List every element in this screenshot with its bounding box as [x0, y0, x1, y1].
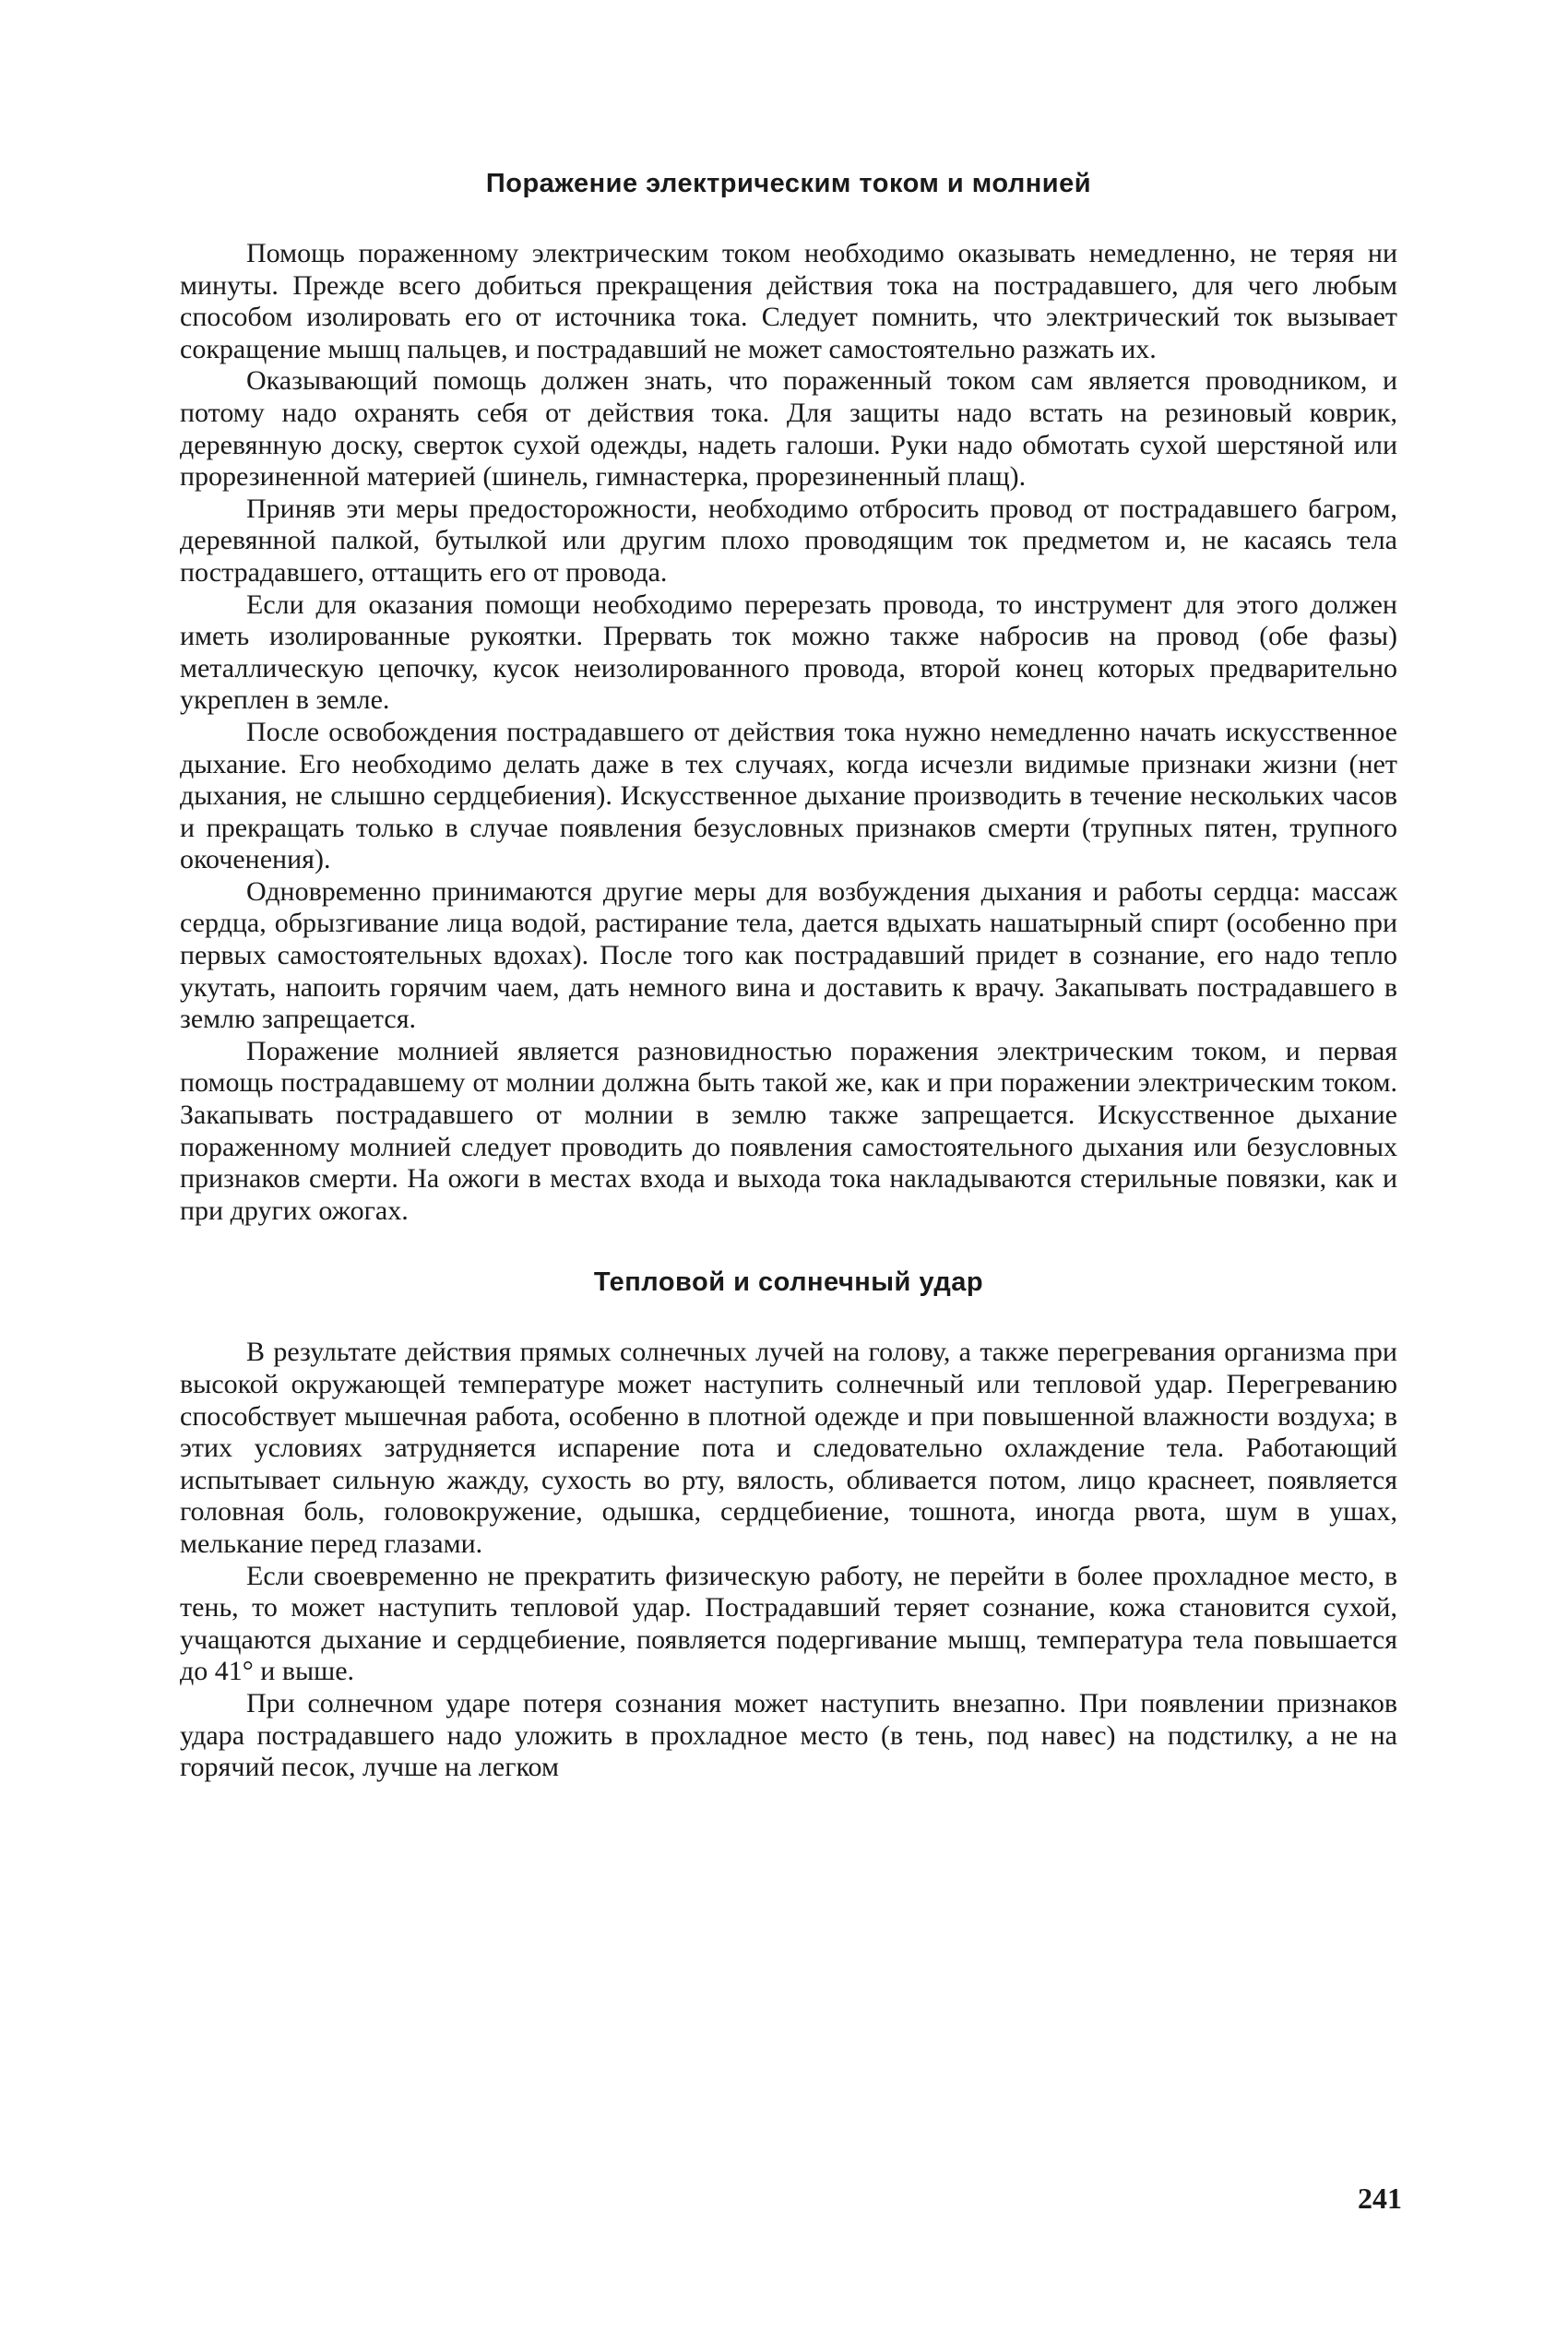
page-body: [180, 161, 1397, 1784]
page-number: 241: [1358, 2182, 1402, 2215]
section-heat-stroke-text: [180, 1337, 1397, 1783]
paragraph: При солнечном ударе потеря сознания может наступить внезапно. При появлении признаков удара пострадавшего надо уложить в прохладное место (в тень, под навес) на подстилку, а не на горячий песок, лучше на легком: [180, 1687, 1397, 1783]
paragraph: В результате действия прямых солнечных лучей на голову, а также перегревания организма при высокой окружающей температуре может наступить солнечный или тепловой удар. Перегреванию способствует мышечная работа, особенно в плотной одежде и при повышенной влажности воздуха; в этих условиях затрудняется испарение пота и следовательно охлаждение тела. Работающий испытывает сильную жажду, сухость во рту, вялость, обливается потом, лицо краснеет, появляется головная боль, головокружение, одышка, сердцебиение, тошнота, иногда рвота, шум в ушах, мелькание перед глазами.: [180, 1337, 1397, 1559]
section-title-electric-shock: Поражение электрическим током и молнией: [485, 169, 1092, 198]
section-electric-shock-text: [180, 238, 1397, 1227]
paragraph: Приняв эти меры предосторожности, необходимо отбросить провод от пострадавшего багром, деревянной палкой, бутылкой или другим плохо проводящим ток предметом и, не касаясь тела пострадавшего, оттащить его от провода.: [180, 493, 1397, 588]
paragraph: После освобождения пострадавшего от действия тока нужно немедленно начать искусственное дыхание. Его необходимо делать даже в тех случаях, когда исчезли видимые признаки жизни (нет дыхания, не слышно сердцебиения). Искусственное дыхание производить в течение нескольких часов и прекращать только в случае появления безусловных признаков смерти (трупных пятен, трупного окоченения).: [180, 716, 1397, 875]
section-title-heat-stroke: Тепловой и солнечный удар: [593, 1267, 984, 1298]
paragraph: Если для оказания помощи необходимо перерезать провода, то инструмент для этого должен иметь изолированные рукоятки. Прервать ток можно также набросив на провод (обе фазы) металлическую цепочку, кусок неизолированного провода, второй конец которых предварительно укреплен в земле.: [180, 589, 1397, 716]
paragraph: Помощь пораженному электрическим током необходимо оказывать немедленно, не теряя ни минуты. Прежде всего добиться прекращения действия тока на пострадавшего, для чего любым способом изолировать его от источника тока. Следует помнить, что электрический ток вызывает сокращение мышц пальцев, и пострадавший не может самостоятельно разжать их.: [180, 238, 1397, 364]
paragraph: Если своевременно не прекратить физическую работу, не перейти в более прохладное место, в тень, то может наступить тепловой удар. Пострадавший теряет сознание, кожа становится сухой, учащаются дыхание и сердцебиение, появляется подергивание мышц, температура тела повышается до 41° и выше.: [180, 1560, 1397, 1687]
paragraph: Одновременно принимаются другие меры для возбуждения дыхания и работы сердца: массаж сердца, обрызгивание лица водой, растирание тела, дается вдыхать нашатырный спирт (особенно при первых самостоятельных вдохах). После того как пострадавший придет в сознание, его надо тепло укутать, напоить горячим чаем, дать немного вина и доставить к врачу. Закапывать пострадавшего в землю запрещается.: [180, 875, 1397, 1035]
paragraph: Поражение молнией является разновидностью поражения электрическим током, и первая помощь пострадавшему от молнии должна быть такой же, как и при поражении электрическим током. Закапывать пострадавшего от молнии в землю также запрещается. Искусственное дыхание пораженному молнией следует проводить до появления самостоятельного дыхания или безусловных признаков смерти. На ожоги в местах входа и выхода тока накладываются стерильные повязки, как и при других ожогах.: [180, 1035, 1397, 1226]
paragraph: Оказывающий помощь должен знать, что пораженный током сам является проводником, и потому надо охранять себя от действия тока. Для защиты надо встать на резиновый коврик, деревянную доску, сверток сухой одежды, надеть галоши. Руки надо обмотать сухой шерстяной или прорезиненной материей (шинель, гимнастерка, прорезиненный плащ).: [180, 365, 1397, 493]
